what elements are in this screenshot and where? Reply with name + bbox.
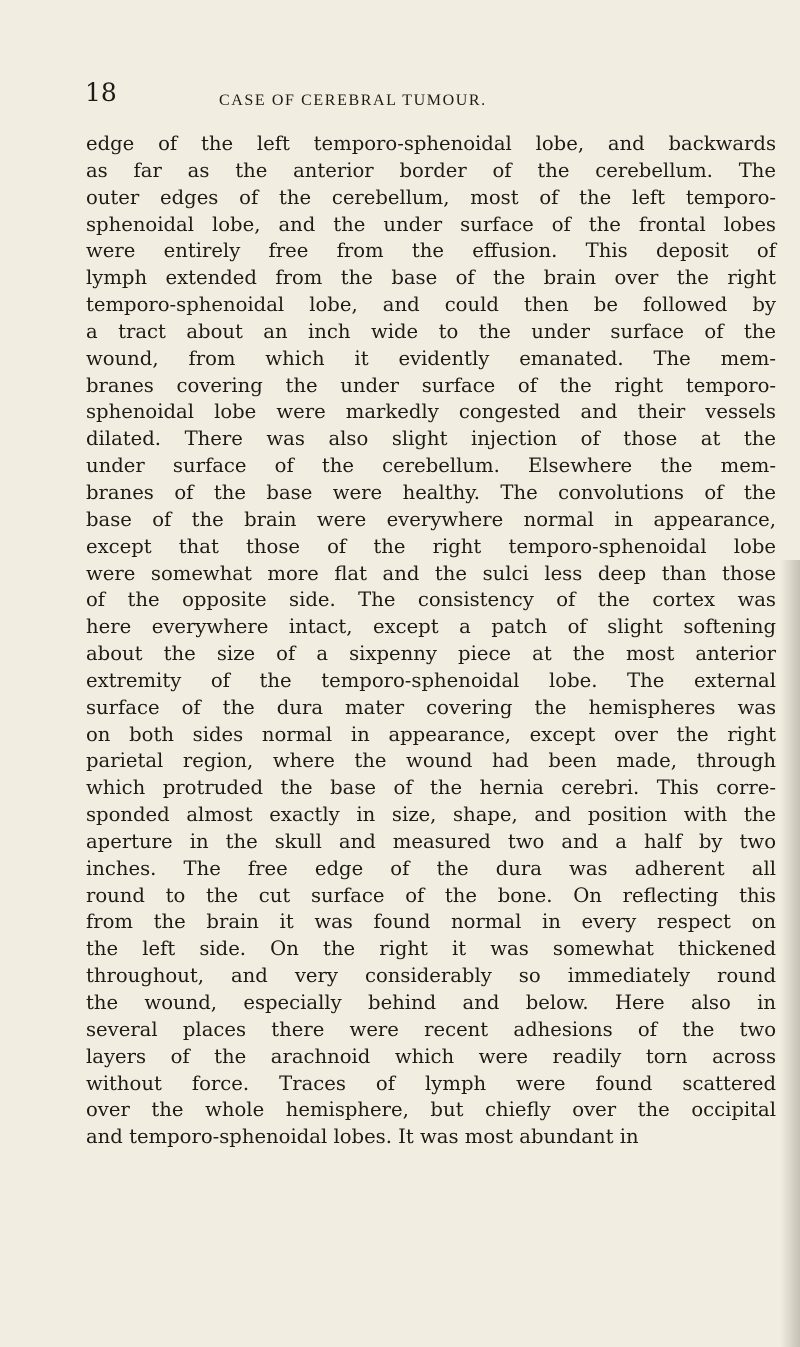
text-line: as far as the anterior border of the cerebellum. The	[86, 158, 776, 182]
text-line: were entirely free from the effusion. This deposit of	[86, 239, 776, 263]
text-line: the wound, especially behind and below. Here also in	[86, 991, 776, 1014]
page-edge-shadow	[780, 560, 800, 1347]
body-paragraph	[86, 131, 776, 1151]
text-line: throughout, and very considerably so immediately round	[86, 964, 776, 988]
text-line: wound, from which it evidently emanated. The mem-	[86, 346, 776, 370]
text-line: temporo-sphenoidal lobe, and could then be followed by	[86, 293, 776, 317]
text-line: extremity of the temporo-sphenoidal lobe. The external	[86, 668, 776, 692]
text-line: layers of the arachnoid which were readily torn across	[86, 1044, 776, 1068]
text-line: sphenoidal lobe, and the under surface of the frontal lobes	[86, 212, 776, 236]
text-line: without force. Traces of lymph were found scattered	[86, 1071, 776, 1095]
text-line: branes of the base were healthy. The convolutions of the	[86, 480, 776, 504]
text-line: sphenoidal lobe were markedly congested and their vessels	[86, 400, 776, 424]
running-head: CASE OF CEREBRAL TUMOUR.	[219, 92, 487, 109]
text-line: base of the brain were everywhere normal in appearance,	[86, 507, 776, 531]
text-line: surface of the dura mater covering the hemispheres was	[86, 695, 776, 719]
text-line: dilated. There was also slight injection of those at the	[86, 427, 776, 451]
text-line: of the opposite side. The consistency of the cortex was	[86, 588, 776, 612]
text-line: aperture in the skull and measured two and a half by two	[86, 829, 776, 853]
text-line: and temporo-sphenoidal lobes. It was most abundant in	[86, 1125, 639, 1149]
text-line: round to the cut surface of the bone. On reflecting this	[86, 883, 776, 907]
text-line: from the brain it was found normal in every respect on	[86, 910, 776, 934]
text-line: edge of the left temporo-sphenoidal lobe, and backwards	[86, 132, 776, 155]
text-line: under surface of the cerebellum. Elsewhere the mem-	[86, 454, 776, 478]
text-line: branes covering the under surface of the right temporo-	[86, 373, 776, 397]
text-line: about the size of a sixpenny piece at the most anterior	[86, 642, 776, 666]
text-line: several places there were recent adhesions of the two	[86, 1017, 776, 1041]
text-line: over the whole hemisphere, but chiefly over the occipital	[86, 1098, 776, 1122]
text-line: which protruded the base of the hernia cerebri. This corre-	[86, 776, 776, 800]
text-line: sponded almost exactly in size, shape, and position with the	[86, 803, 776, 827]
text-line: parietal region, where the wound had been made, through	[86, 749, 776, 773]
text-line: the left side. On the right it was somewhat thickened	[86, 937, 776, 961]
text-line: a tract about an inch wide to the under surface of the	[86, 319, 776, 343]
text-line: on both sides normal in appearance, except over the right	[86, 722, 776, 746]
text-line: here everywhere intact, except a patch of slight softening	[86, 615, 776, 639]
text-line: were somewhat more flat and the sulci less deep than those	[86, 561, 776, 585]
text-line: inches. The free edge of the dura was adherent all	[86, 856, 776, 880]
text-line: lymph extended from the base of the brain over the right	[86, 266, 776, 290]
text-line: except that those of the right temporo-sphenoidal lobe	[86, 534, 776, 558]
text-line: outer edges of the cerebellum, most of the left temporo-	[86, 185, 776, 209]
page-number: 18	[85, 78, 117, 107]
